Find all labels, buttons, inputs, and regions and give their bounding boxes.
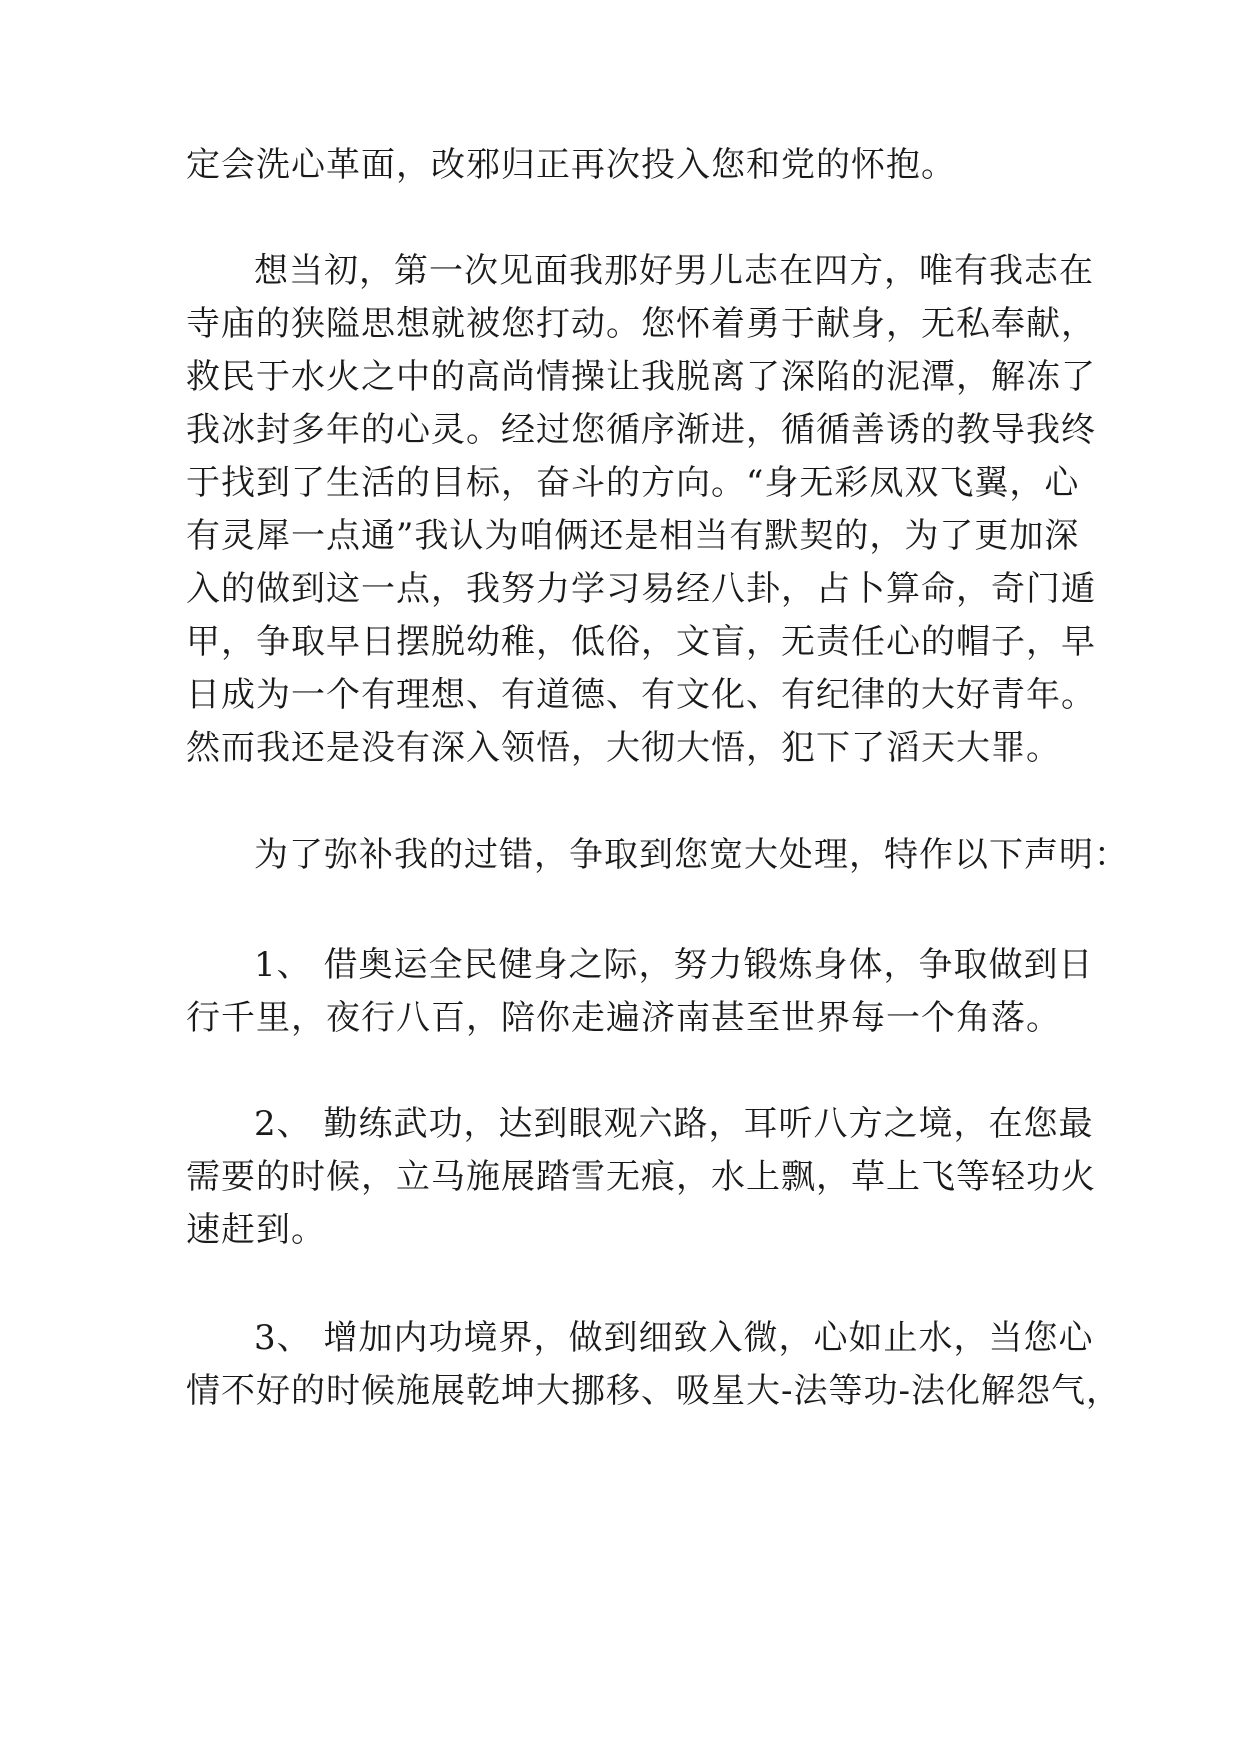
paragraph-line: 有灵犀一点通”我认为咱俩还是相当有默契的，为了更加深 bbox=[186, 516, 1080, 556]
paragraph-line: 然而我还是没有深入领悟，大彻大悟，犯下了滔天大罪。 bbox=[186, 728, 1061, 768]
paragraph-line: 想当初，第一次见面我那好男儿志在四方，唯有我志在 bbox=[254, 251, 1094, 291]
list-item-line: 速赶到。 bbox=[186, 1210, 326, 1250]
paragraph-line: 甲，争取早日摆脱幼稚，低俗，文盲，无责任心的帽子，早 bbox=[186, 622, 1096, 662]
list-item-line: 2、 勤练武功，达到眼观六路，耳听八方之境，在您最 bbox=[254, 1104, 1094, 1144]
paragraph-line: 寺庙的狭隘思想就被您打动。您怀着勇于献身，无私奉献， bbox=[186, 304, 1096, 344]
paragraph-line: 我冰封多年的心灵。经过您循序渐进，循循善诱的教导我终 bbox=[186, 410, 1096, 450]
list-item-line: 情不好的时候施展乾坤大挪移、吸星大-法等功-法化解怨气， bbox=[186, 1371, 1121, 1411]
list-item-line: 需要的时候，立马施展踏雪无痕，水上飘，草上飞等轻功火 bbox=[186, 1157, 1096, 1197]
paragraph-line: 定会洗心革面，改邪归正再次投入您和党的怀抱。 bbox=[186, 145, 956, 185]
paragraph-line: 入的做到这一点，我努力学习易经八卦，占卜算命，奇门遁 bbox=[186, 569, 1096, 609]
paragraph-line: 日成为一个有理想、有道德、有文化、有纪律的大好青年。 bbox=[186, 675, 1096, 715]
paragraph-line: 于找到了生活的目标，奋斗的方向。“身无彩凤双飞翼，心 bbox=[186, 463, 1080, 503]
list-item-line: 3、 增加内功境界，做到细致入微，心如止水，当您心 bbox=[254, 1318, 1094, 1358]
list-item-line: 1、 借奥运全民健身之际，努力锻炼身体，争取做到日 bbox=[254, 945, 1094, 985]
list-item-line: 行千里，夜行八百，陪你走遍济南甚至世界每一个角落。 bbox=[186, 998, 1061, 1038]
paragraph-line: 为了弥补我的过错，争取到您宽大处理，特作以下声明： bbox=[254, 835, 1129, 875]
paragraph-line: 救民于水火之中的高尚情操让我脱离了深陷的泥潭，解冻了 bbox=[186, 357, 1096, 397]
